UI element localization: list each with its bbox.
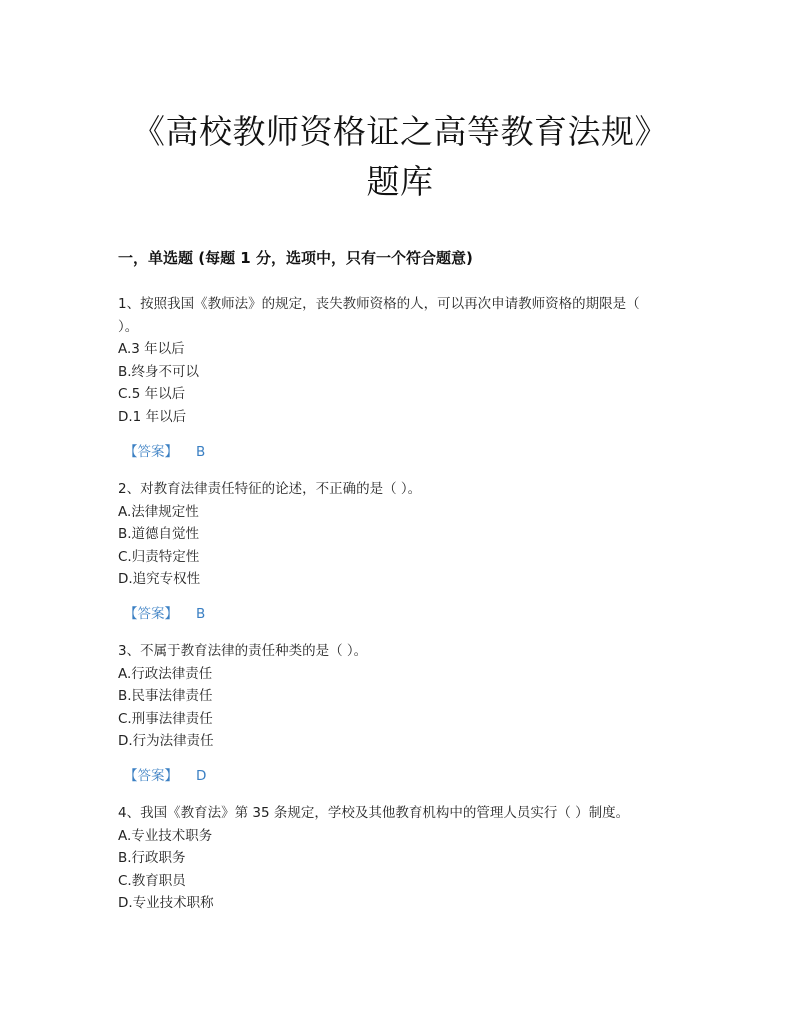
answer-label: 【答案】	[124, 768, 178, 784]
answer-value: B	[196, 606, 206, 622]
answer-value: B	[196, 444, 206, 460]
question-1	[118, 293, 678, 428]
question-3-option-c: C.刑事法律责任	[118, 710, 213, 727]
question-4-option-a: A.专业技术职务	[118, 827, 213, 844]
question-3-option-b: B.民事法律责任	[118, 688, 213, 704]
answer-label: 【答案】	[124, 444, 178, 460]
document-title-line1: 《高校教师资格证之高等教育法规》	[132, 112, 668, 151]
question-2-option-d: D.追究专权性	[118, 571, 201, 587]
section-heading: 一，单选题 (每题 1 分，选项中，只有一个符合题意)	[118, 249, 473, 267]
answer-label: 【答案】	[124, 606, 178, 622]
question-2-option-a: A.法律规定性	[118, 503, 199, 520]
question-3-stem: 3、不属于教育法律的责任种类的是（ ）。	[118, 643, 368, 659]
question-4-option-b: B.行政职务	[118, 850, 186, 866]
question-1-option-d: D.1 年以后	[118, 408, 187, 425]
question-3-option-d: D.行为法律责任	[118, 733, 214, 749]
question-3-answer	[124, 765, 206, 787]
question-2-answer	[124, 603, 205, 625]
question-1-option-c: C.5 年以后	[118, 386, 186, 402]
question-3-option-a: A.行政法律责任	[118, 665, 213, 682]
question-1-stem-line1: 1、按照我国《教师法》的规定，丧失教师资格的人，可以再次申请教师资格的期限是（	[118, 296, 640, 312]
question-2	[118, 478, 678, 591]
question-4	[118, 802, 678, 915]
question-2-option-c: C.归责特定性	[118, 548, 200, 565]
question-1-option-a: A.3 年以后	[118, 341, 185, 357]
question-2-option-b: B.道德自觉性	[118, 526, 200, 542]
question-4-option-c: C.教育职员	[118, 872, 186, 889]
question-2-stem: 2、对教育法律责任特征的论述，不正确的是（ ）。	[118, 481, 422, 497]
question-4-stem: 4、我国《教育法》第 35 条规定，学校及其他教育机构中的管理人员实行（ ）制度。	[118, 805, 630, 821]
question-1-stem-line2: ）。	[118, 318, 139, 335]
document-title-line2: 题库	[366, 162, 434, 201]
answer-value: D	[196, 768, 207, 784]
question-1-answer	[124, 441, 205, 463]
question-4-option-d: D.专业技术职称	[118, 895, 214, 911]
question-1-option-b: B.终身不可以	[118, 363, 200, 380]
question-3	[118, 640, 678, 753]
